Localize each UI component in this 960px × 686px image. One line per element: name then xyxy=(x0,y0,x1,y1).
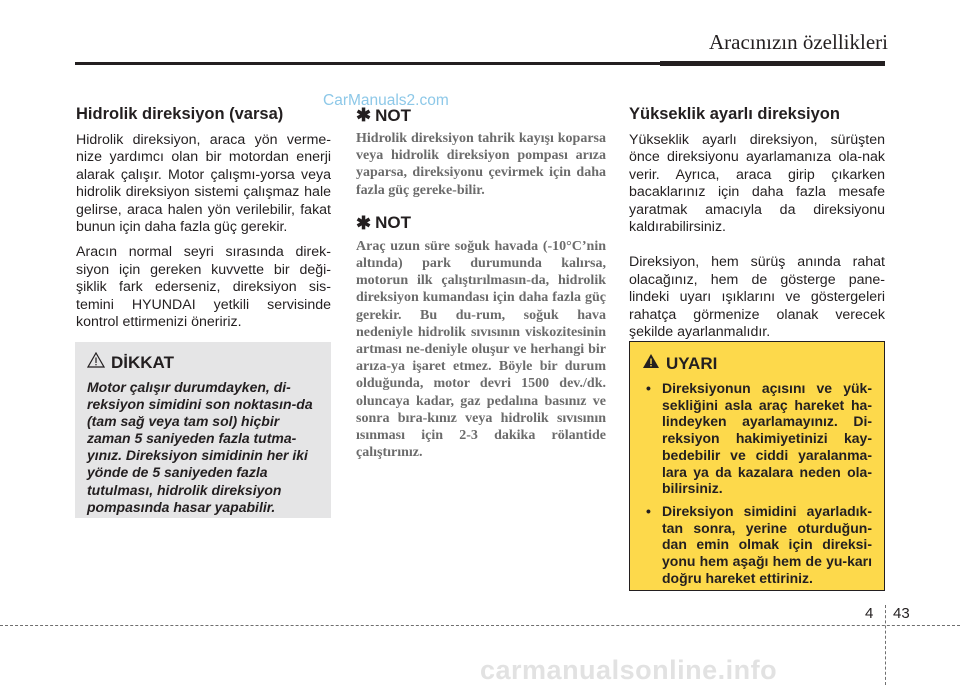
note-text: Araç uzun süre soğuk havada (-10°C’nin altında) park durumunda kalırsa, motorun ilk çalıştırılmasın-da, hidrolik direksiyon kumandası için daha fazla güç gerekir. Bu du-rum, soğuk hava nedeniyle hidrolik sıvısının viskozitesinin artması ne-deniyle oluşur ve herhangi bir arıza-ya işaret etmez. Böyle bir durum olduğunda, motor devri 1500 dev./dk. oluncaya kadar, gaz pedalına basınız ve sonra bıra-kınız veya hidrolik sıvısının ısınması için 2-3 dakika rölantide çalıştırınız. xyxy=(356,238,606,461)
warning-header xyxy=(642,353,872,374)
caution-box xyxy=(75,342,331,518)
paragraph: Aracın normal seyri sırasında direk-siyon için gereken kuvvette bir deği-şiklik fark ederseniz, direksiyon sis-temini HYUNDAI yetkili servisinde kontrol ettirmenizi öneririz. xyxy=(76,244,331,331)
column-tilt-steering xyxy=(629,105,885,341)
warning-box xyxy=(629,341,885,591)
watermark-carmanualsonline[interactable]: carmanualsonline.info xyxy=(480,655,778,685)
warning-list xyxy=(642,380,872,586)
note-header xyxy=(356,213,606,234)
warning-item-text: Direksiyonun açısını ve yük-sekliğini asla araç hareket ha-lindeyken ayarlamayınız. Di-reksiyon hakimiyetinizi kay-bedebilir ve ciddi yaralanma-lara ya da kazalara neden ola-bilirsiniz. xyxy=(662,380,872,497)
note-text: Hidrolik direksiyon tahrik kayışı koparsa veya hidrolik direksiyon pompası arıza yaparsa, direksiyonu çevirmek için daha fazla güç gereke-bilir. xyxy=(356,131,606,198)
header-rule-accent xyxy=(660,61,885,66)
section-heading-tilt-steering: Yükseklik ayarlı direksiyon xyxy=(629,105,840,123)
caution-text: Motor çalışır durumdayken, di-reksiyon simidini son noktasın-da (tam sağ veya tam sol) hiçbir zaman 5 saniyeden fazla tutma-yınız. Direksiyon simidinin her iki yönde de 5 saniyeden fazla tutulması, hidrolik direksiyon pompasında hasar yapabilir. xyxy=(87,379,313,515)
footer-rule xyxy=(0,625,960,626)
note-title: NOT xyxy=(375,105,411,125)
footer-divider xyxy=(885,605,886,685)
note-title: NOT xyxy=(375,213,411,233)
page-header-title: Aracınızın özellikleri xyxy=(708,30,888,54)
column-notes xyxy=(356,105,606,461)
section-number: 4 xyxy=(865,605,874,622)
warning-triangle-icon xyxy=(642,353,660,374)
caution-title: DİKKAT xyxy=(111,352,174,372)
warning-list-item xyxy=(642,380,872,497)
paragraph: Yükseklik ayarlı direksiyon, sürüşten önce direksiyonu ayarlamanıza ola-nak verir. Ayrıca, araca girip çıkarken bacaklarınız için daha fazla mesafe yaratmak amacıyla da direksiyonu kaldırabilirsiniz. xyxy=(629,132,885,236)
warning-triangle-icon xyxy=(87,352,105,373)
star-icon: ✱ xyxy=(356,212,372,233)
bullet-icon: • xyxy=(646,502,651,519)
warning-title: UYARI xyxy=(666,353,718,373)
bullet-icon: • xyxy=(646,380,651,396)
star-icon: ✱ xyxy=(356,105,372,125)
section-heading-power-steering: Hidrolik direksiyon (varsa) xyxy=(76,105,284,123)
warning-list-item xyxy=(642,503,872,587)
note-header xyxy=(356,105,606,126)
column-power-steering xyxy=(76,105,331,331)
warning-item-text: Direksiyon simidini ayarladık-tan sonra, yerine oturduğun-dan emin olmak için direksi-yonu hem aşağı hem de yu-karı doğru hareket ettiriniz. xyxy=(662,502,872,586)
page-number: 43 xyxy=(893,605,910,622)
caution-header xyxy=(87,352,321,373)
header-rule xyxy=(75,62,660,65)
paragraph: Hidrolik direksiyon, araca yön verme-nize yardımcı olan bir motordan enerji alarak çalışır. Motor çalışmı-yorsa veya hidrolik direksiyon sistemi çalışmaz hale gelirse, araca halen yön verilebilir, fakat bunun için daha fazla güç gerekir. xyxy=(76,132,331,236)
paragraph: Direksiyon, hem sürüş anında rahat olacağınız, hem de gösterge pane-lindeki uyarı ışıklarını ve göstergeleri rahatça görmenize olanak verecek şekilde ayarlanmalıdır. xyxy=(629,254,885,341)
watermark-carmanuals[interactable]: CarManuals2.com xyxy=(323,92,449,109)
